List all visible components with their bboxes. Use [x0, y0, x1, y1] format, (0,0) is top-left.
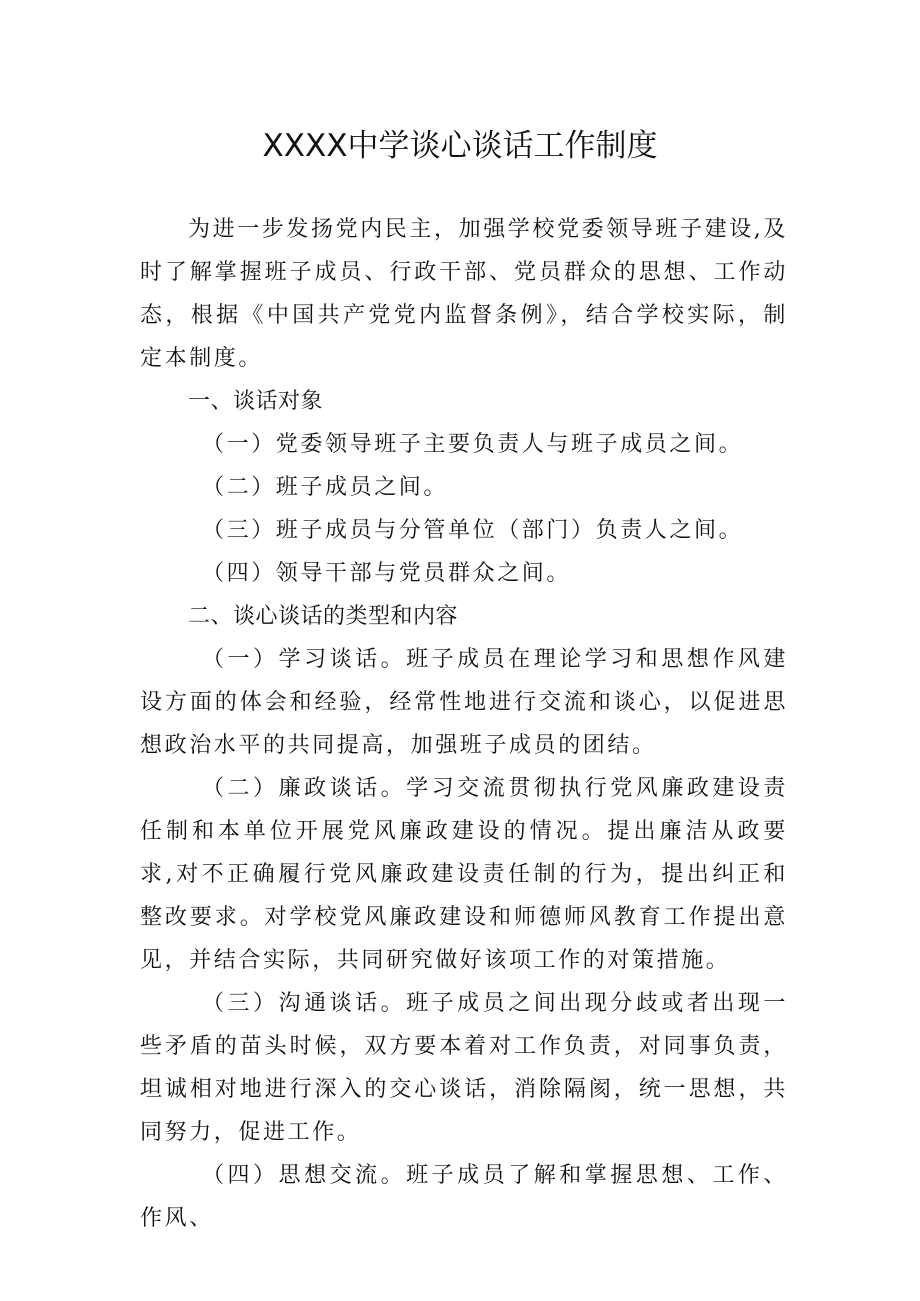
document-body: [140, 208, 788, 1240]
list-item: （四）领导干部与党员群众之间。: [202, 561, 572, 586]
section-heading-2: 二、谈心谈话的类型和内容: [188, 604, 459, 629]
document-title: XXXX中学谈心谈话工作制度: [262, 128, 658, 164]
body-paragraph: （二）廉政谈话。学习交流贯彻执行党风廉政建设责任制和本单位开展党风廉政建设的情况。提出廉洁从政要求,对不正确履行党风廉政建设责任制的行为，提出纠正和整改要求。对学校党风廉政建设和师德师风教育工作提出意见，并结合实际，共同研究做好该项工作的对策措施。: [140, 776, 788, 973]
list-item: （二）班子成员之间。: [202, 475, 449, 500]
section-heading-1: 一、谈话对象: [188, 389, 324, 414]
body-paragraph: （一）学习谈话。班子成员在理论学习和思想作风建设方面的体会和经验，经常性地进行交流和谈心，以促进思想政治水平的共同提高，加强班子成员的团结。: [140, 647, 788, 758]
body-paragraph: （三）沟通谈话。班子成员之间出现分歧或者出现一些矛盾的苗头时候，双方要本着对工作负责，对同事负责，坦诚相对地进行深入的交心谈话，消除隔阂，统一思想，共同努力，促进工作。: [140, 991, 788, 1145]
body-paragraph: （四）思想交流。班子成员了解和掌握思想、工作、作风、: [140, 1163, 788, 1231]
intro-paragraph: 为进一步发扬党内民主，加强学校党委领导班子建设,及时了解掌握班子成员、行政干部、党员群众的思想、工作动态，根据《中国共产党党内监督条例》，结合学校实际，制定本制度。: [140, 217, 788, 371]
list-item: （三）班子成员与分管单位（部门）负责人之间。: [202, 518, 744, 543]
list-item: （一）党委领导班子主要负责人与班子成员之间。: [202, 432, 744, 457]
